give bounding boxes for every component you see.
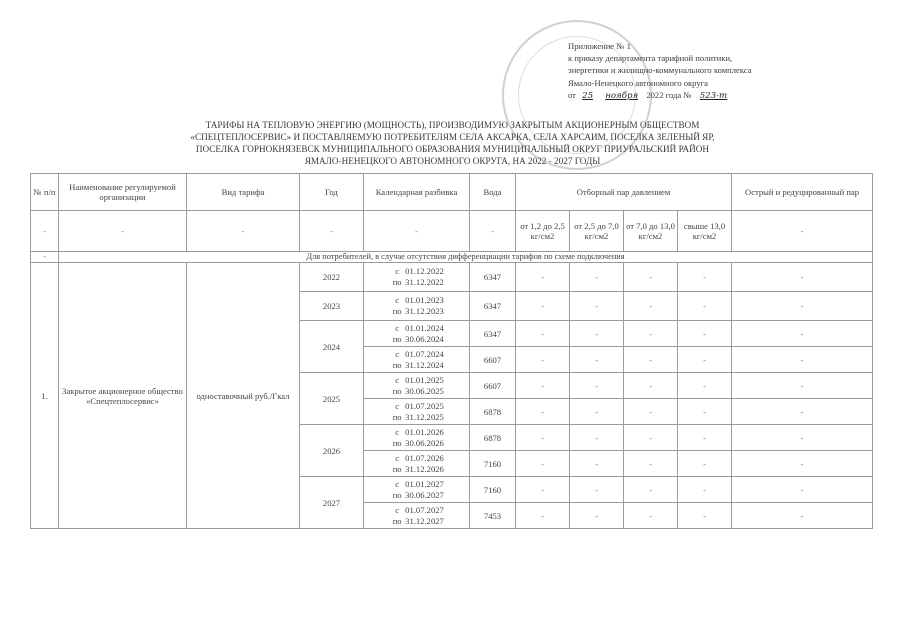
table-subheader-row [31,211,873,252]
water-tariff: 7453 [470,503,516,529]
empty-tariff-dash: - [570,477,624,503]
row-number: 1. [31,263,59,529]
period-to-date: 30.06.2026 [405,437,444,448]
period-from-word: с [395,266,400,276]
period-cell [364,373,470,399]
period-to-word: по [392,306,402,316]
period-from-date: 01.01.2026 [405,426,444,437]
period-to-word: по [392,411,402,422]
period-to-date: 31.12.2027 [405,515,444,526]
period-to [366,334,467,345]
water-tariff: 6878 [470,425,516,451]
period-from-word: с [395,322,400,333]
period-from [366,266,467,277]
empty-tariff-dash: - [624,503,678,529]
header-org: Наименование регулируемой организации [59,174,187,211]
empty-tariff-dash: - [570,347,624,373]
period-from [366,375,467,386]
title-line-3: ПОСЕЛКА ГОРНОКНЯЗЕВСК МУНИЦИПАЛЬНОГО ОБРАЗОВАНИЯ МУНИЦИПАЛЬНЫЙ ОКРУГ ПРИУРАЛЬСКИЙ РАЙОН [195,144,710,154]
empty-tariff-dash: - [516,321,570,347]
subheader-dash: - [31,211,59,252]
empty-tariff-dash: - [516,373,570,399]
period-to-date: 31.12.2026 [405,463,444,474]
appendix-date-line [568,89,868,102]
period-from-date: 01.12.2022 [405,266,444,276]
period-to-date: 31.12.2024 [405,359,444,370]
title-line-1: ТАРИФЫ НА ТЕПЛОВУЮ ЭНЕРГИЮ (МОЩНОСТЬ), ПРОИЗВОДИМУЮ ЗАКРЫТЫМ АКЦИОНЕРНЫМ ОБЩЕСТВОМ [205,120,700,130]
empty-tariff-dash: - [732,451,873,477]
empty-tariff-dash: - [516,425,570,451]
period-to-word: по [392,489,402,500]
period-from-date: 01.01.2025 [405,374,444,385]
steam-range-2: от 2,5 до 7,0 кг/см2 [570,211,624,252]
empty-tariff-dash: - [516,477,570,503]
subheader-dash: - [364,211,470,252]
empty-tariff-dash: - [678,425,732,451]
empty-tariff-dash: - [516,347,570,373]
period-from [366,349,467,360]
period-from-word: с [395,374,400,385]
period-to-word: по [392,333,402,344]
empty-tariff-dash: - [516,263,570,292]
empty-tariff-dash: - [624,292,678,321]
period-to-date: 30.06.2027 [405,489,444,500]
empty-tariff-dash: - [624,347,678,373]
empty-tariff-dash: - [678,373,732,399]
empty-tariff-dash: - [624,451,678,477]
table-header-row [31,174,873,211]
period-from-date: 01.07.2024 [405,348,444,359]
period-from [366,453,467,464]
empty-tariff-dash: - [570,399,624,425]
table-row [31,263,873,292]
period-cell [364,503,470,529]
note-text: Для потребителей, в случае отсутствия дифференциации тарифов по схеме подключения [59,252,873,263]
empty-tariff-dash: - [570,503,624,529]
water-tariff: 7160 [470,451,516,477]
period-from [366,505,467,516]
period-to [366,412,467,423]
empty-tariff-dash: - [678,503,732,529]
period-from [366,401,467,412]
period-cell [364,263,470,292]
period-cell [364,477,470,503]
period-to [366,464,467,475]
header-sharp-steam: Острый и редуцированный пар [732,174,873,211]
period-to-date: 30.06.2025 [405,385,444,396]
period-to-word: по [392,277,402,287]
organization-name: Закрытое акционерное общество «Спецтеплосервис» [59,263,187,529]
header-year: Год [300,174,364,211]
empty-tariff-dash: - [678,292,732,321]
empty-tariff-dash: - [624,373,678,399]
appendix-line-3: энергетики и жилищно-коммунального комплекса [568,65,752,76]
water-tariff: 6347 [470,263,516,292]
empty-tariff-dash: - [624,263,678,292]
empty-tariff-dash: - [570,451,624,477]
period-from [366,295,467,306]
period-from [366,323,467,334]
period-cell [364,292,470,321]
appendix-line-2: к приказу департамента тарифной политики, [568,53,733,64]
steam-range-1: от 1,2 до 2,5 кг/см2 [516,211,570,252]
empty-tariff-dash: - [624,399,678,425]
period-from-word: с [395,478,400,489]
tariff-table [30,173,873,529]
subheader-dash: - [300,211,364,252]
subheader-dash: - [187,211,300,252]
empty-tariff-dash: - [678,347,732,373]
tariff-name: одноставочный руб./Гкал [187,263,300,529]
note-row [31,252,873,263]
header-tariff-type: Вид тарифа [187,174,300,211]
period-from-date: 01.07.2026 [405,452,444,463]
empty-tariff-dash: - [678,263,732,292]
period-from-word: с [395,504,400,515]
period-to-word: по [392,515,402,526]
period-to-word: по [392,437,402,448]
title-line-2: «СПЕЦТЕПЛОСЕРВИС» И ПОСТАВЛЯЕМУЮ ПОТРЕБИТЕЛЯМ СЕЛА АКСАРКА, СЕЛА ХАРСАИМ, ПОСЕЛКА ЗЕЛЕНЫЙ ЯР, [190,132,715,142]
period-from [366,427,467,438]
period-cell [364,347,470,373]
appendix-from-label: от [568,89,576,100]
header-period: Календарная разбивка [364,174,470,211]
period-to-word: по [392,463,402,474]
empty-tariff-dash: - [570,321,624,347]
period-to [366,438,467,449]
year-cell: 2025 [300,373,364,425]
period-to [366,306,467,317]
water-tariff: 6878 [470,399,516,425]
period-to [366,386,467,397]
note-dash: - [31,252,59,263]
water-tariff: 6347 [470,292,516,321]
period-from-word: с [395,348,400,359]
empty-tariff-dash: - [732,373,873,399]
period-cell [364,451,470,477]
empty-tariff-dash: - [678,477,732,503]
empty-tariff-dash: - [624,477,678,503]
year-cell: 2022 [300,263,364,292]
document-title [40,119,865,167]
water-tariff: 7160 [470,477,516,503]
water-tariff: 6347 [470,321,516,347]
period-to-date: 31.12.2022 [405,277,444,287]
appendix-date-month: ноября [605,90,639,101]
empty-tariff-dash: - [678,451,732,477]
empty-tariff-dash: - [732,503,873,529]
empty-tariff-dash: - [732,292,873,321]
empty-tariff-dash: - [516,399,570,425]
appendix-line-1: Приложение № 1 [568,41,631,51]
title-line-4: ЯМАЛО-НЕНЕЦКОГО АВТОНОМНОГО ОКРУГА, НА 2022 - 2027 ГОДЫ [304,156,601,166]
period-from-word: с [395,295,400,305]
empty-tariff-dash: - [570,425,624,451]
empty-tariff-dash: - [732,263,873,292]
empty-tariff-dash: - [732,425,873,451]
empty-tariff-dash: - [516,503,570,529]
empty-tariff-dash: - [624,321,678,347]
period-from-date: 01.01.2027 [405,478,444,489]
empty-tariff-dash: - [732,399,873,425]
steam-range-4: свыше 13,0 кг/см2 [678,211,732,252]
year-cell: 2027 [300,477,364,529]
year-cell: 2024 [300,321,364,373]
period-cell [364,321,470,347]
period-from-word: с [395,426,400,437]
period-to-date: 30.06.2024 [405,333,444,344]
period-to [366,490,467,501]
empty-tariff-dash: - [732,347,873,373]
empty-tariff-dash: - [570,263,624,292]
period-cell [364,399,470,425]
empty-tariff-dash: - [570,373,624,399]
empty-tariff-dash: - [678,321,732,347]
period-from-date: 01.07.2027 [405,504,444,515]
empty-tariff-dash: - [570,292,624,321]
header-steam: Отборный пар давлением [516,174,732,211]
empty-tariff-dash: - [732,477,873,503]
steam-range-3: от 7,0 до 13,0 кг/см2 [624,211,678,252]
year-cell: 2023 [300,292,364,321]
period-to [366,360,467,371]
period-from-date: 01.01.2023 [405,295,444,305]
empty-tariff-dash: - [624,425,678,451]
empty-tariff-dash: - [678,399,732,425]
period-to [366,516,467,527]
year-cell: 2026 [300,425,364,477]
subheader-dash: - [470,211,516,252]
period-to-word: по [392,359,402,370]
appendix-line-4: Ямало-Ненецкого автономного округа [568,77,708,88]
period-to-date: 31.12.2023 [405,306,444,316]
water-tariff: 6607 [470,347,516,373]
appendix-date-day: 25 [582,90,594,101]
empty-tariff-dash: - [516,292,570,321]
period-from [366,479,467,490]
period-to-word: по [392,385,402,396]
subheader-dash: - [59,211,187,252]
period-from-word: с [395,452,400,463]
header-water: Вода [470,174,516,211]
appendix-header [568,40,868,102]
period-cell [364,425,470,451]
period-from-word: с [395,400,400,411]
period-from-date: 01.01.2024 [405,322,444,333]
header-num: № п/п [31,174,59,211]
empty-tariff-dash: - [732,321,873,347]
period-to-date: 31.12.2025 [405,411,444,422]
appendix-order-number: 523-т [699,90,728,101]
period-to [366,277,467,288]
subheader-dash: - [732,211,873,252]
period-from-date: 01.07.2025 [405,400,444,411]
appendix-year-text: 2022 года № [646,89,692,100]
empty-tariff-dash: - [516,451,570,477]
water-tariff: 6607 [470,373,516,399]
